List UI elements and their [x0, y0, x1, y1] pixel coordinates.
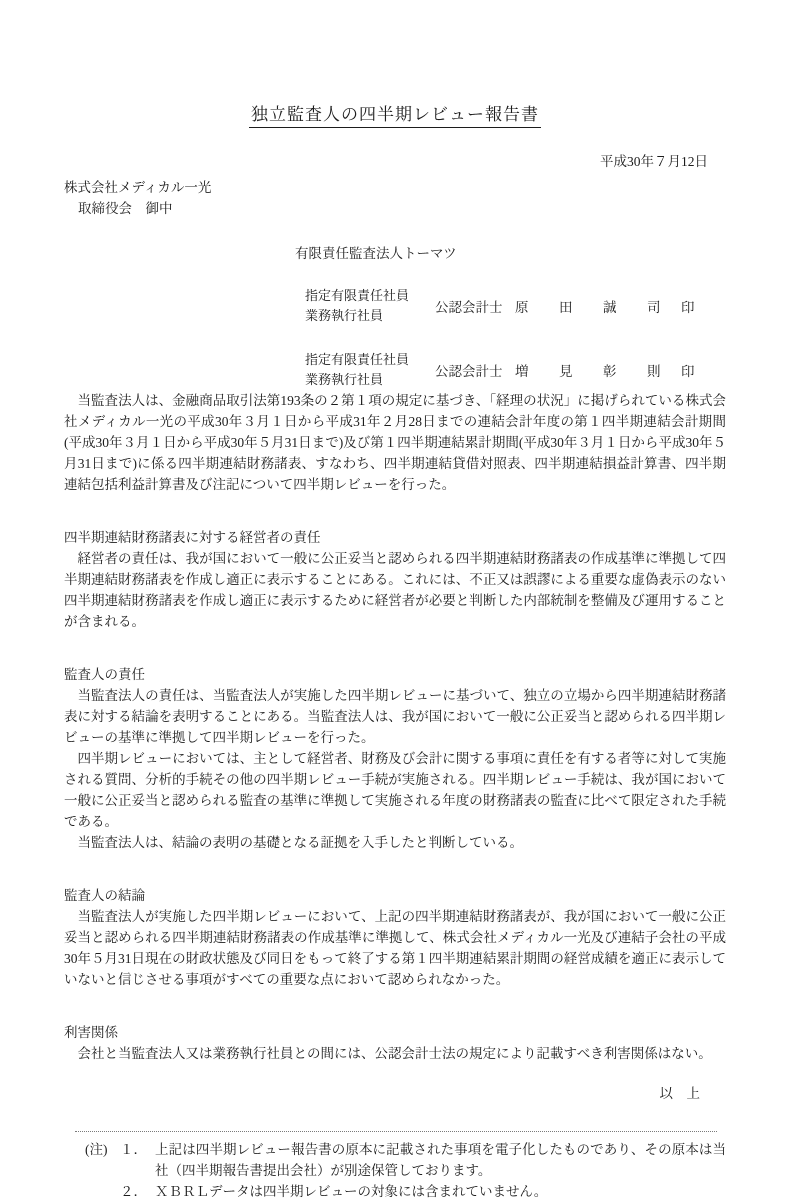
signatory-title: 公認会計士	[435, 300, 503, 315]
report-date: 平成30年７月12日	[600, 154, 708, 169]
footnote-number: ２．	[120, 1184, 147, 1199]
signatory-role	[305, 286, 435, 326]
section-heading: 監査人の責任	[64, 667, 145, 682]
section-paragraph: 当監査法人は、結論の表明の基礎となる証拠を入手したと判断している。	[77, 835, 523, 850]
footnote-divider	[75, 1131, 717, 1132]
footnote-label: (注)	[85, 1142, 108, 1157]
signatory-title: 公認会計士	[435, 364, 503, 379]
footnote-label-spacer	[85, 1181, 120, 1202]
section-interest-relationship	[64, 1022, 726, 1064]
section-paragraph: 会社と当監査法人又は業務執行社員との間には、公認会計士法の規定により記載すべき利害関係はない。	[77, 1046, 712, 1061]
signatory-role-line1: 指定有限責任社員	[305, 352, 410, 367]
page-title-text: 独立監査人の四半期レビュー報告書	[249, 105, 541, 128]
section-auditor-responsibility	[64, 664, 726, 853]
section-paragraph: 経営者の責任は、我が国において一般に公正妥当と認められる四半期連結財務諸表の作成基準に準拠して四半期連結財務諸表を作成し適正に表示することにある。これには、不正又は誤謬による重要な虚偽表示のない四半期連結財務諸表を作成し適正に表示するために経営者が必要と判断した内部統制を整備及び運用することが含まれる。	[64, 551, 726, 629]
seal-mark: 印	[681, 364, 695, 379]
section-heading: 監査人の結論	[64, 888, 145, 903]
signatory-name: 増 見 彰 則	[515, 364, 669, 379]
signatory-row	[64, 350, 726, 390]
seal-mark: 印	[681, 300, 695, 315]
intro-paragraph: 当監査法人は、金融商品取引法第193条の２第１項の規定に基づき、「経理の状況」に掲げられている株式会社メディカル一光の平成30年３月１日から平成31年２月28日までの連結会計年度の第１四半期連結会計期間(平成30年３月１日から平成30年５月31日まで)及び第１四半期連結累計期間(平成30年３月１日から平成30年５月31日まで)に係る四半期連結財務諸表、すなわち、四半期連結貸借対照表、四半期連結損益計算書、四半期連結包括利益計算書及び注記について四半期レビューを行った。	[64, 393, 726, 492]
audit-firm-name: 有限責任監査法人トーマツ	[295, 246, 457, 261]
signatory-role	[305, 350, 435, 390]
footnote-item	[85, 1181, 726, 1202]
report-body	[64, 390, 726, 1104]
signatory-role-line2: 業務執行社員	[305, 372, 384, 387]
footnote-number: １．	[120, 1142, 147, 1157]
page-title	[64, 100, 726, 125]
signatory-role-line2: 業務執行社員	[305, 308, 384, 323]
section-management-responsibility	[64, 527, 726, 632]
signatory-role-line1: 指定有限責任社員	[305, 288, 410, 303]
section-paragraph: 四半期レビューにおいては、主として経営者、財務及び会計に関する事項に責任を有する者等に対して実施される質問、分析的手続その他の四半期レビュー手続が実施される。四半期レビュー手続は、我が国において一般に公正妥当と認められる監査の基準に準拠して実施される年度の財務諸表の監査に比べて限定された手続である。	[64, 751, 726, 829]
section-heading: 利害関係	[64, 1025, 118, 1040]
signatory-row	[64, 286, 726, 326]
section-paragraph: 当監査法人が実施した四半期レビューにおいて、上記の四半期連結財務諸表が、我が国において一般に公正妥当と認められる四半期連結財務諸表の作成基準に準拠して、株式会社メディカル一光及び連結子会社の平成30年５月31日現在の財政状態及び同日をもって終了する第１四半期連結累計期間の経営成績を適正に表示していないと信じさせる事項がすべての重要な点において認められなかった。	[64, 909, 726, 987]
footnote-text: 上記は四半期レビュー報告書の原本に記載された事項を電子化したものであり、その原本は当社（四半期報告書提出会社）が別途保管しております。	[155, 1142, 726, 1178]
footnotes	[64, 1139, 726, 1202]
section-heading: 四半期連結財務諸表に対する経営者の責任	[64, 530, 321, 545]
addressee-block	[64, 177, 726, 219]
footnote-item	[85, 1139, 726, 1181]
addressee-to: 取締役会 御中	[78, 201, 173, 216]
section-auditor-conclusion	[64, 885, 726, 990]
addressee-company: 株式会社メディカル一光	[64, 180, 212, 195]
signatory-name: 原 田 誠 司	[515, 300, 669, 315]
closing-statement: 以 上	[659, 1086, 700, 1101]
section-paragraph: 当監査法人の責任は、当監査法人が実施した四半期レビューに基づいて、独立の立場から四半期連結財務諸表に対する結論を表明することにある。当監査法人は、我が国において一般に公正妥当と認められる四半期レビューの基準に準拠して四半期レビューを行った。	[64, 688, 726, 745]
footnote-text: ＸＢＲＬデータは四半期レビューの対象には含まれていません。	[155, 1184, 548, 1199]
